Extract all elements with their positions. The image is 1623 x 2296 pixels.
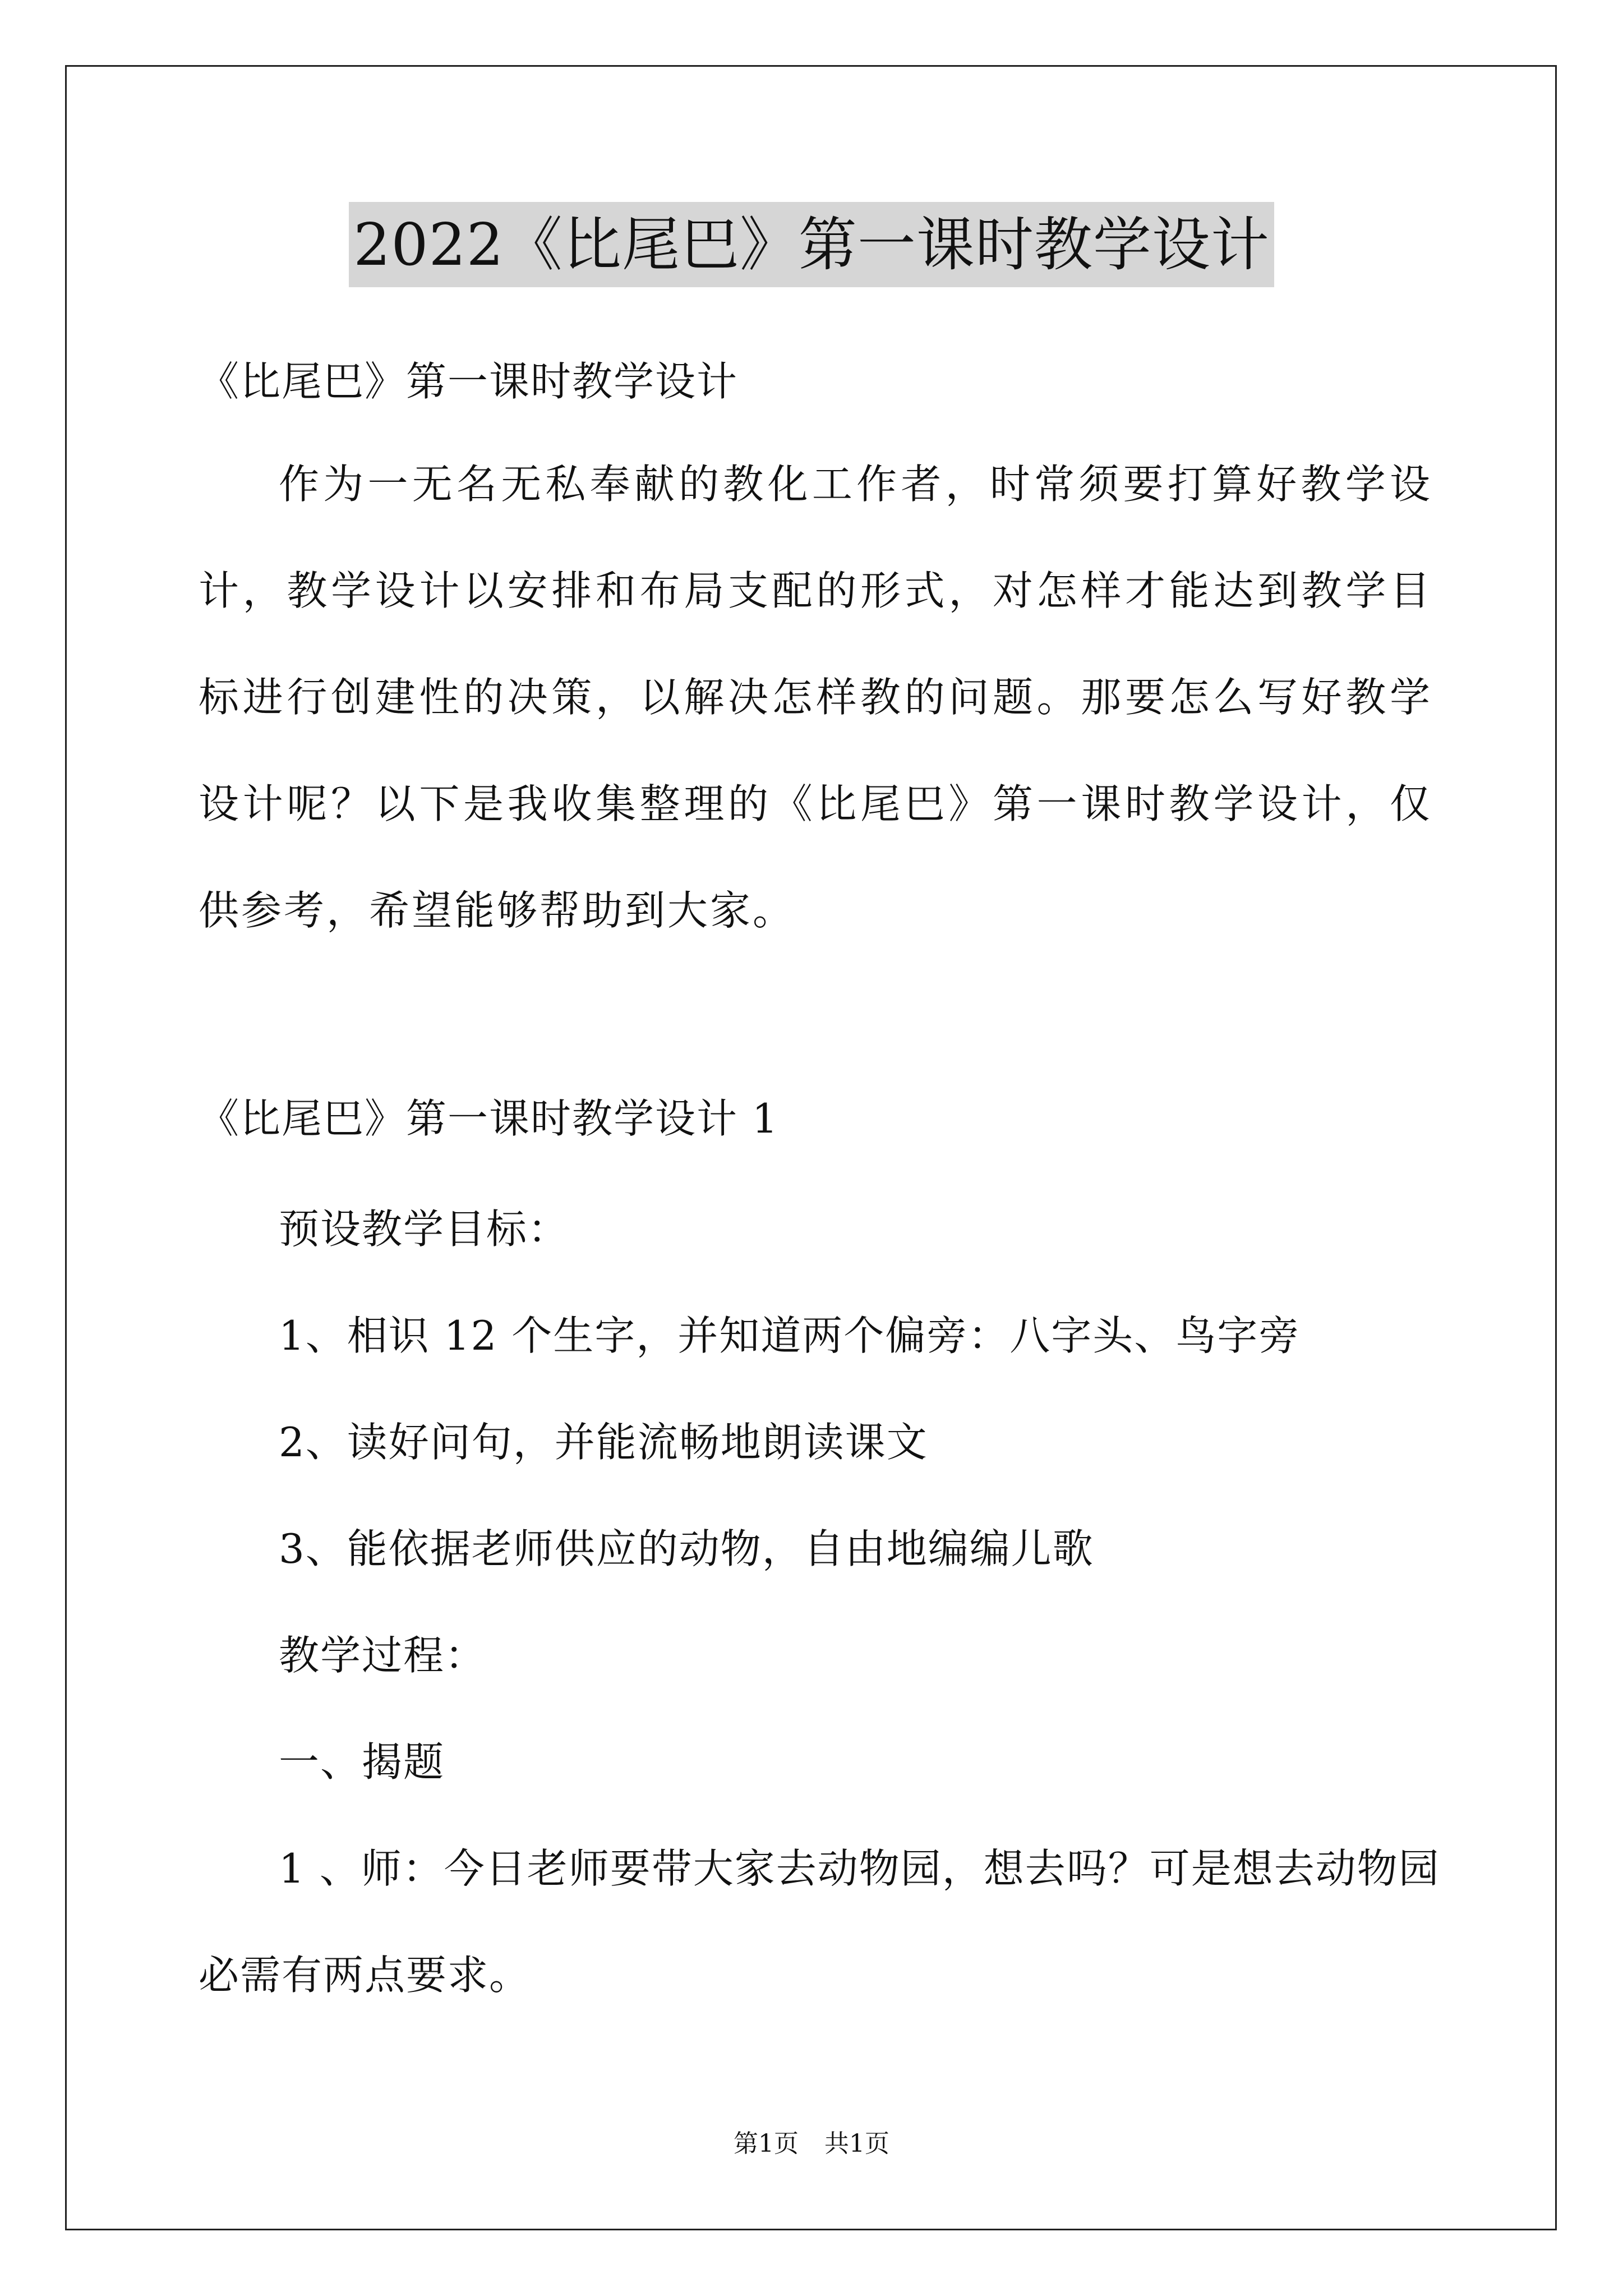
goal-item: 1、相识 12 个生字，并知道两个偏旁：八字头、鸟字旁 [279, 1312, 1301, 1359]
page-footer [0, 2127, 1623, 2161]
step-line: 必需有两点要求。 [199, 1952, 531, 1999]
title-container [0, 202, 1623, 287]
step-heading: 一、揭题 [279, 1738, 445, 1786]
section-title: 《比尾巴》第一课时教学设计 1 [199, 1095, 779, 1142]
goal-item: 2、读好问句，并能流畅地朗读课文 [279, 1419, 928, 1466]
goals-heading: 预设教学目标： [279, 1205, 570, 1253]
process-heading: 教学过程： [279, 1632, 487, 1679]
page-total: 共1页 [824, 2129, 889, 2158]
document-title: 2022《比尾巴》第一课时教学设计 [349, 202, 1274, 287]
page-number: 第1页 [734, 2129, 799, 2158]
intro-paragraph: 作为一无名无私奉献的教化工作者，时常须要打算好教学设计，教学设计以安排和布局支配的形式，对怎样才能达到教学目标进行创建性的决策，以解决怎样教的问题。那要怎么写好教学设计呢？以下是我收集整理的《比尾巴》第一课时教学设计，仅供参考，希望能够帮助到大家。 [199, 461, 1432, 934]
goal-item: 3、能依据老师供应的动物，自由地编编儿歌 [279, 1525, 1094, 1572]
step-line: 1 、师：今日老师要带大家去动物园，想去吗？可是想去动物园 [279, 1845, 1440, 1892]
subtitle: 《比尾巴》第一课时教学设计 [199, 358, 739, 405]
